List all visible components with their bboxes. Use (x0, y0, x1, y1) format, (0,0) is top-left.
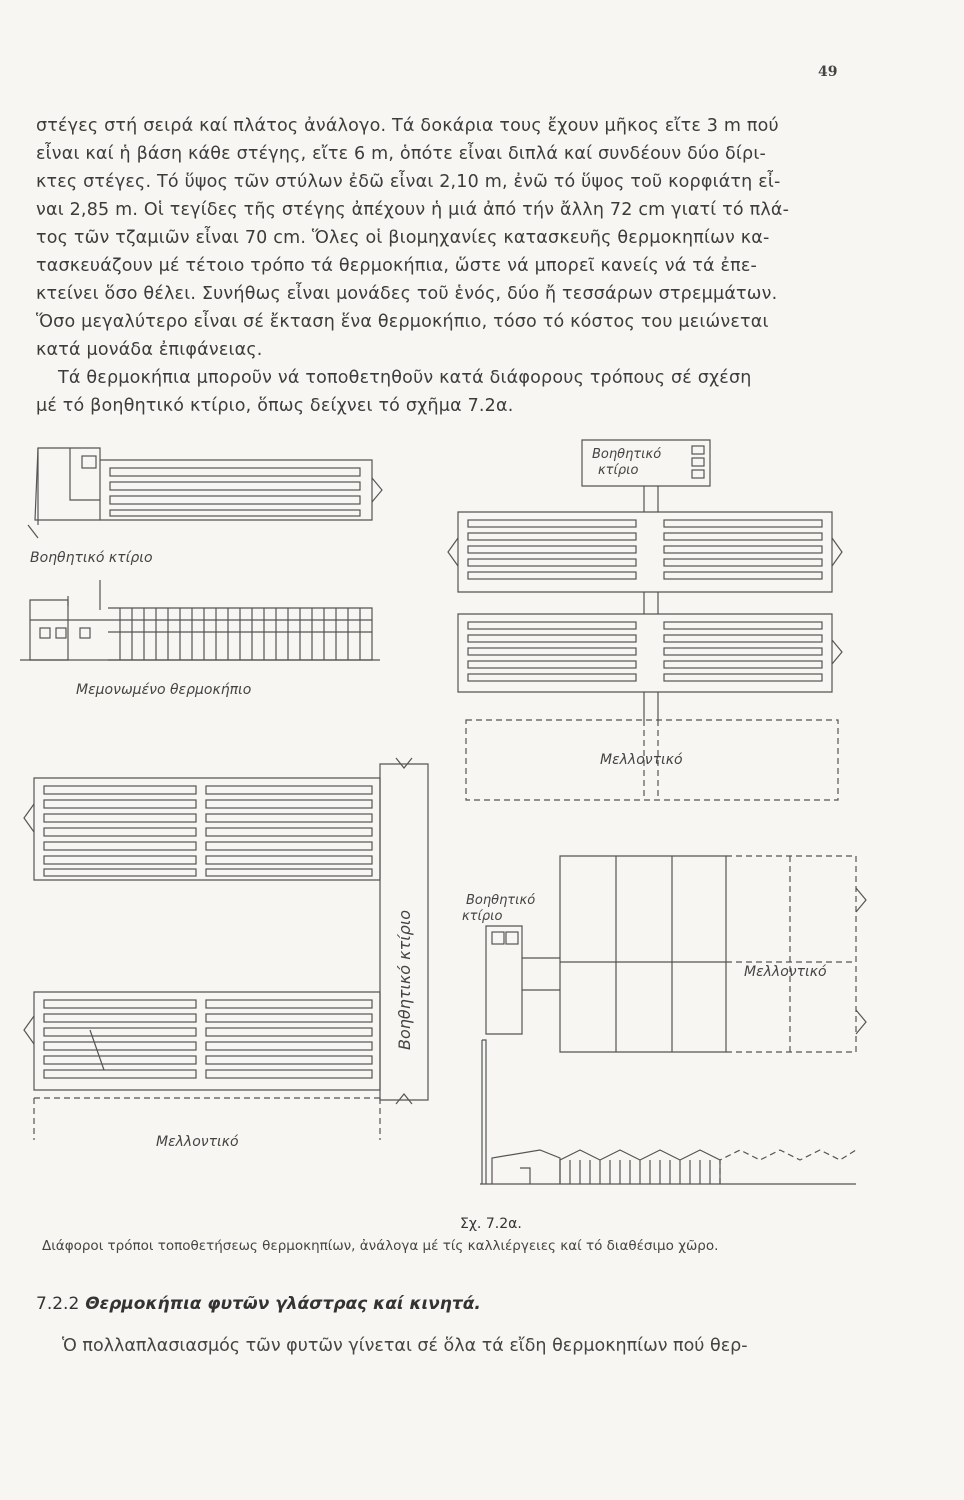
label-aux-building-bottom-right-2: κτίριο (462, 909, 503, 924)
text-line: κτείνει ὅσο θέλει. Συνήθως εἶναι μονάδες τοῦ ἑνός, δύο ἤ τεσσάρων στρεμμάτων. (36, 284, 778, 304)
label-aux-building-bottom-right: Βοηθητικό (466, 893, 536, 908)
label-aux-building-top-right: Βοηθητικό (592, 447, 662, 462)
top-right-plan (448, 440, 842, 800)
section-number: 7.2.2 (36, 1294, 80, 1314)
section-title: Θερμοκήπια φυτῶν γλάστρας καί κινητά. (85, 1294, 481, 1314)
elevation-ribs (108, 608, 372, 660)
text-line: μέ τό βοηθητικό κτίριο, ὅπως δείχνει τό σχῆμα 7.2α. (36, 396, 514, 416)
label-aux-building-top-right-2: κτίριο (598, 463, 639, 478)
figure-caption: Διάφοροι τρόποι τοποθετήσεως θερμοκηπίων, ἀνάλογα μέ τίς καλλιέργειες καί τό διαθέσιμο χῶρο. (42, 1238, 719, 1254)
label-future-bottom-left: Μελλοντικό (156, 1134, 239, 1150)
last-line: Ὁ πολλαπλασιασμός τῶν φυτῶν γίνεται σέ ὅλα τά εἴδη θερμοκηπίων πού θερ- (62, 1336, 748, 1356)
text-line: τασκευάζουν μέ τέτοιο τρόπο τά θερμοκήπια, ὥστε νά μπορεῖ κανείς νά τά ἐπε- (36, 256, 758, 276)
page-number: 49 (818, 64, 838, 80)
text-line: κατά μονάδα ἐπιφάνειας. (36, 340, 263, 360)
isolated-elevation (20, 580, 380, 660)
section-heading (36, 1294, 481, 1314)
text-line: Ὅσο μεγαλύτερο εἶναι σέ ἔκταση ἕνα θερμοκήπιο, τόσο τό κόστος του μειώνεται (36, 312, 769, 332)
label-aux-building-top-left: Βοηθητικό κτίριο (30, 550, 153, 566)
text-line: στέγες στή σειρά καί πλάτος ἀνάλογο. Τά δοκάρια τους ἔχουν μῆκος εἴτε 3 m πού (36, 116, 779, 136)
bottom-left-plan (24, 758, 428, 1140)
text-line: κτες στέγες. Τό ὕψος τῶν στύλων ἐδῶ εἶναι 2,10 m, ἐνῶ τό ὕψος τοῦ κορφιάτη εἶ- (36, 172, 781, 192)
text-line: Τά θερμοκήπια μποροῦν νά τοποθετηθοῦν κατά διάφορους τρόπους σέ σχέση (58, 368, 752, 388)
text-line: τος τῶν τζαμιῶν εἶναι 70 cm. Ὅλες οἱ βιομηχανίες κατασκευῆς θερμοκηπίων κα- (36, 228, 770, 248)
label-isolated-greenhouse: Μεμονωμένο θερμοκήπιο (76, 682, 252, 698)
figure-number: Σχ. 7.2α. (460, 1216, 522, 1232)
top-left-plan (28, 448, 382, 538)
label-aux-building-vertical: Βοηθητικό κτίριο (395, 909, 414, 1050)
text-line: εἶναι καί ἡ βάση κάθε στέγης, εἴτε 6 m, ὁπότε εἶναι διπλά καί συνδέουν δύο δίρι- (36, 144, 766, 164)
text-line: ναι 2,85 m. Οἱ τεγίδες τῆς στέγης ἀπέχουν ἡ μιά ἀπό τήν ἄλλη 72 cm γιατί τό πλά- (36, 200, 790, 220)
label-future-bottom-right: Μελλοντικό (744, 964, 827, 980)
bottom-elevation (480, 1040, 856, 1184)
bottom-right-plan (480, 856, 866, 1184)
label-future-top-right: Μελλοντικό (600, 752, 683, 768)
